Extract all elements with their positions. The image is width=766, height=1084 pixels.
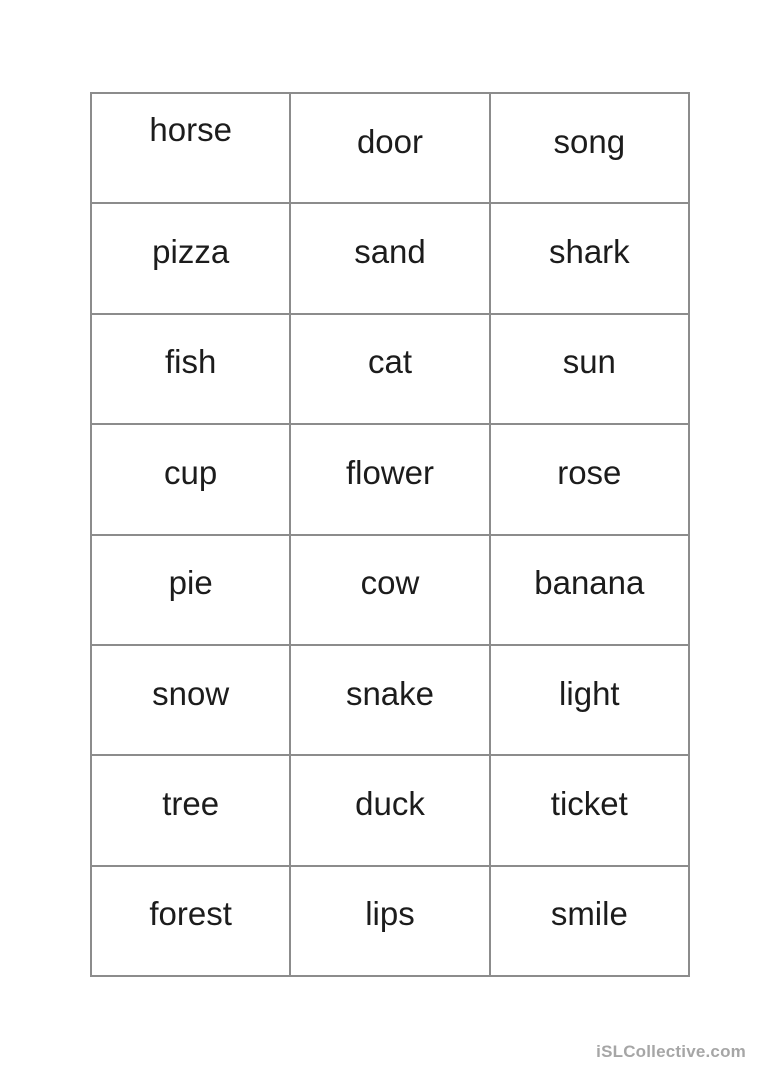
- word-card: [291, 425, 490, 535]
- word-label: banana: [534, 564, 645, 602]
- word-label: ticket: [550, 784, 628, 822]
- word-card: [491, 646, 690, 756]
- word-card: [92, 756, 291, 866]
- word-label: snake: [345, 674, 435, 712]
- word-label: fish: [164, 343, 217, 381]
- word-card: [291, 646, 490, 756]
- word-label: horse: [149, 110, 232, 148]
- word-label: snow: [152, 674, 230, 712]
- word-card: [491, 867, 690, 977]
- word-label: sand: [354, 233, 426, 271]
- word-label: song: [553, 122, 626, 160]
- word-label: shark: [548, 233, 630, 271]
- islcollective-watermark: iSLCollective.com: [596, 1042, 746, 1061]
- word-card: [92, 536, 291, 646]
- word-card: [291, 536, 490, 646]
- word-card: [491, 315, 690, 425]
- word-card: [491, 204, 690, 314]
- word-label: rose: [557, 453, 622, 491]
- word-card: [291, 315, 490, 425]
- word-card: [491, 425, 690, 535]
- word-card: [291, 204, 490, 314]
- word-label: forest: [149, 895, 232, 933]
- word-card: [92, 867, 291, 977]
- word-card: [291, 756, 490, 866]
- word-label: smile: [550, 895, 628, 933]
- word-label: door: [356, 122, 424, 160]
- word-card: [92, 94, 291, 204]
- word-card: [92, 204, 291, 314]
- word-label: duck: [355, 784, 425, 822]
- word-label: cup: [164, 453, 218, 491]
- word-card-grid: [90, 92, 690, 977]
- word-label: sun: [562, 343, 616, 381]
- word-label: pizza: [152, 233, 230, 271]
- word-label: cat: [367, 343, 412, 381]
- word-card: [491, 94, 690, 204]
- word-card: [291, 94, 490, 204]
- word-label: lips: [365, 895, 415, 933]
- word-card: [92, 315, 291, 425]
- word-card: [92, 646, 291, 756]
- word-card: [491, 536, 690, 646]
- word-label: light: [559, 674, 620, 712]
- word-label: flower: [345, 453, 434, 491]
- word-label: tree: [162, 784, 220, 822]
- word-label: pie: [168, 564, 213, 602]
- word-label: cow: [360, 564, 420, 602]
- word-card: [491, 756, 690, 866]
- word-card: [92, 425, 291, 535]
- word-card: [291, 867, 490, 977]
